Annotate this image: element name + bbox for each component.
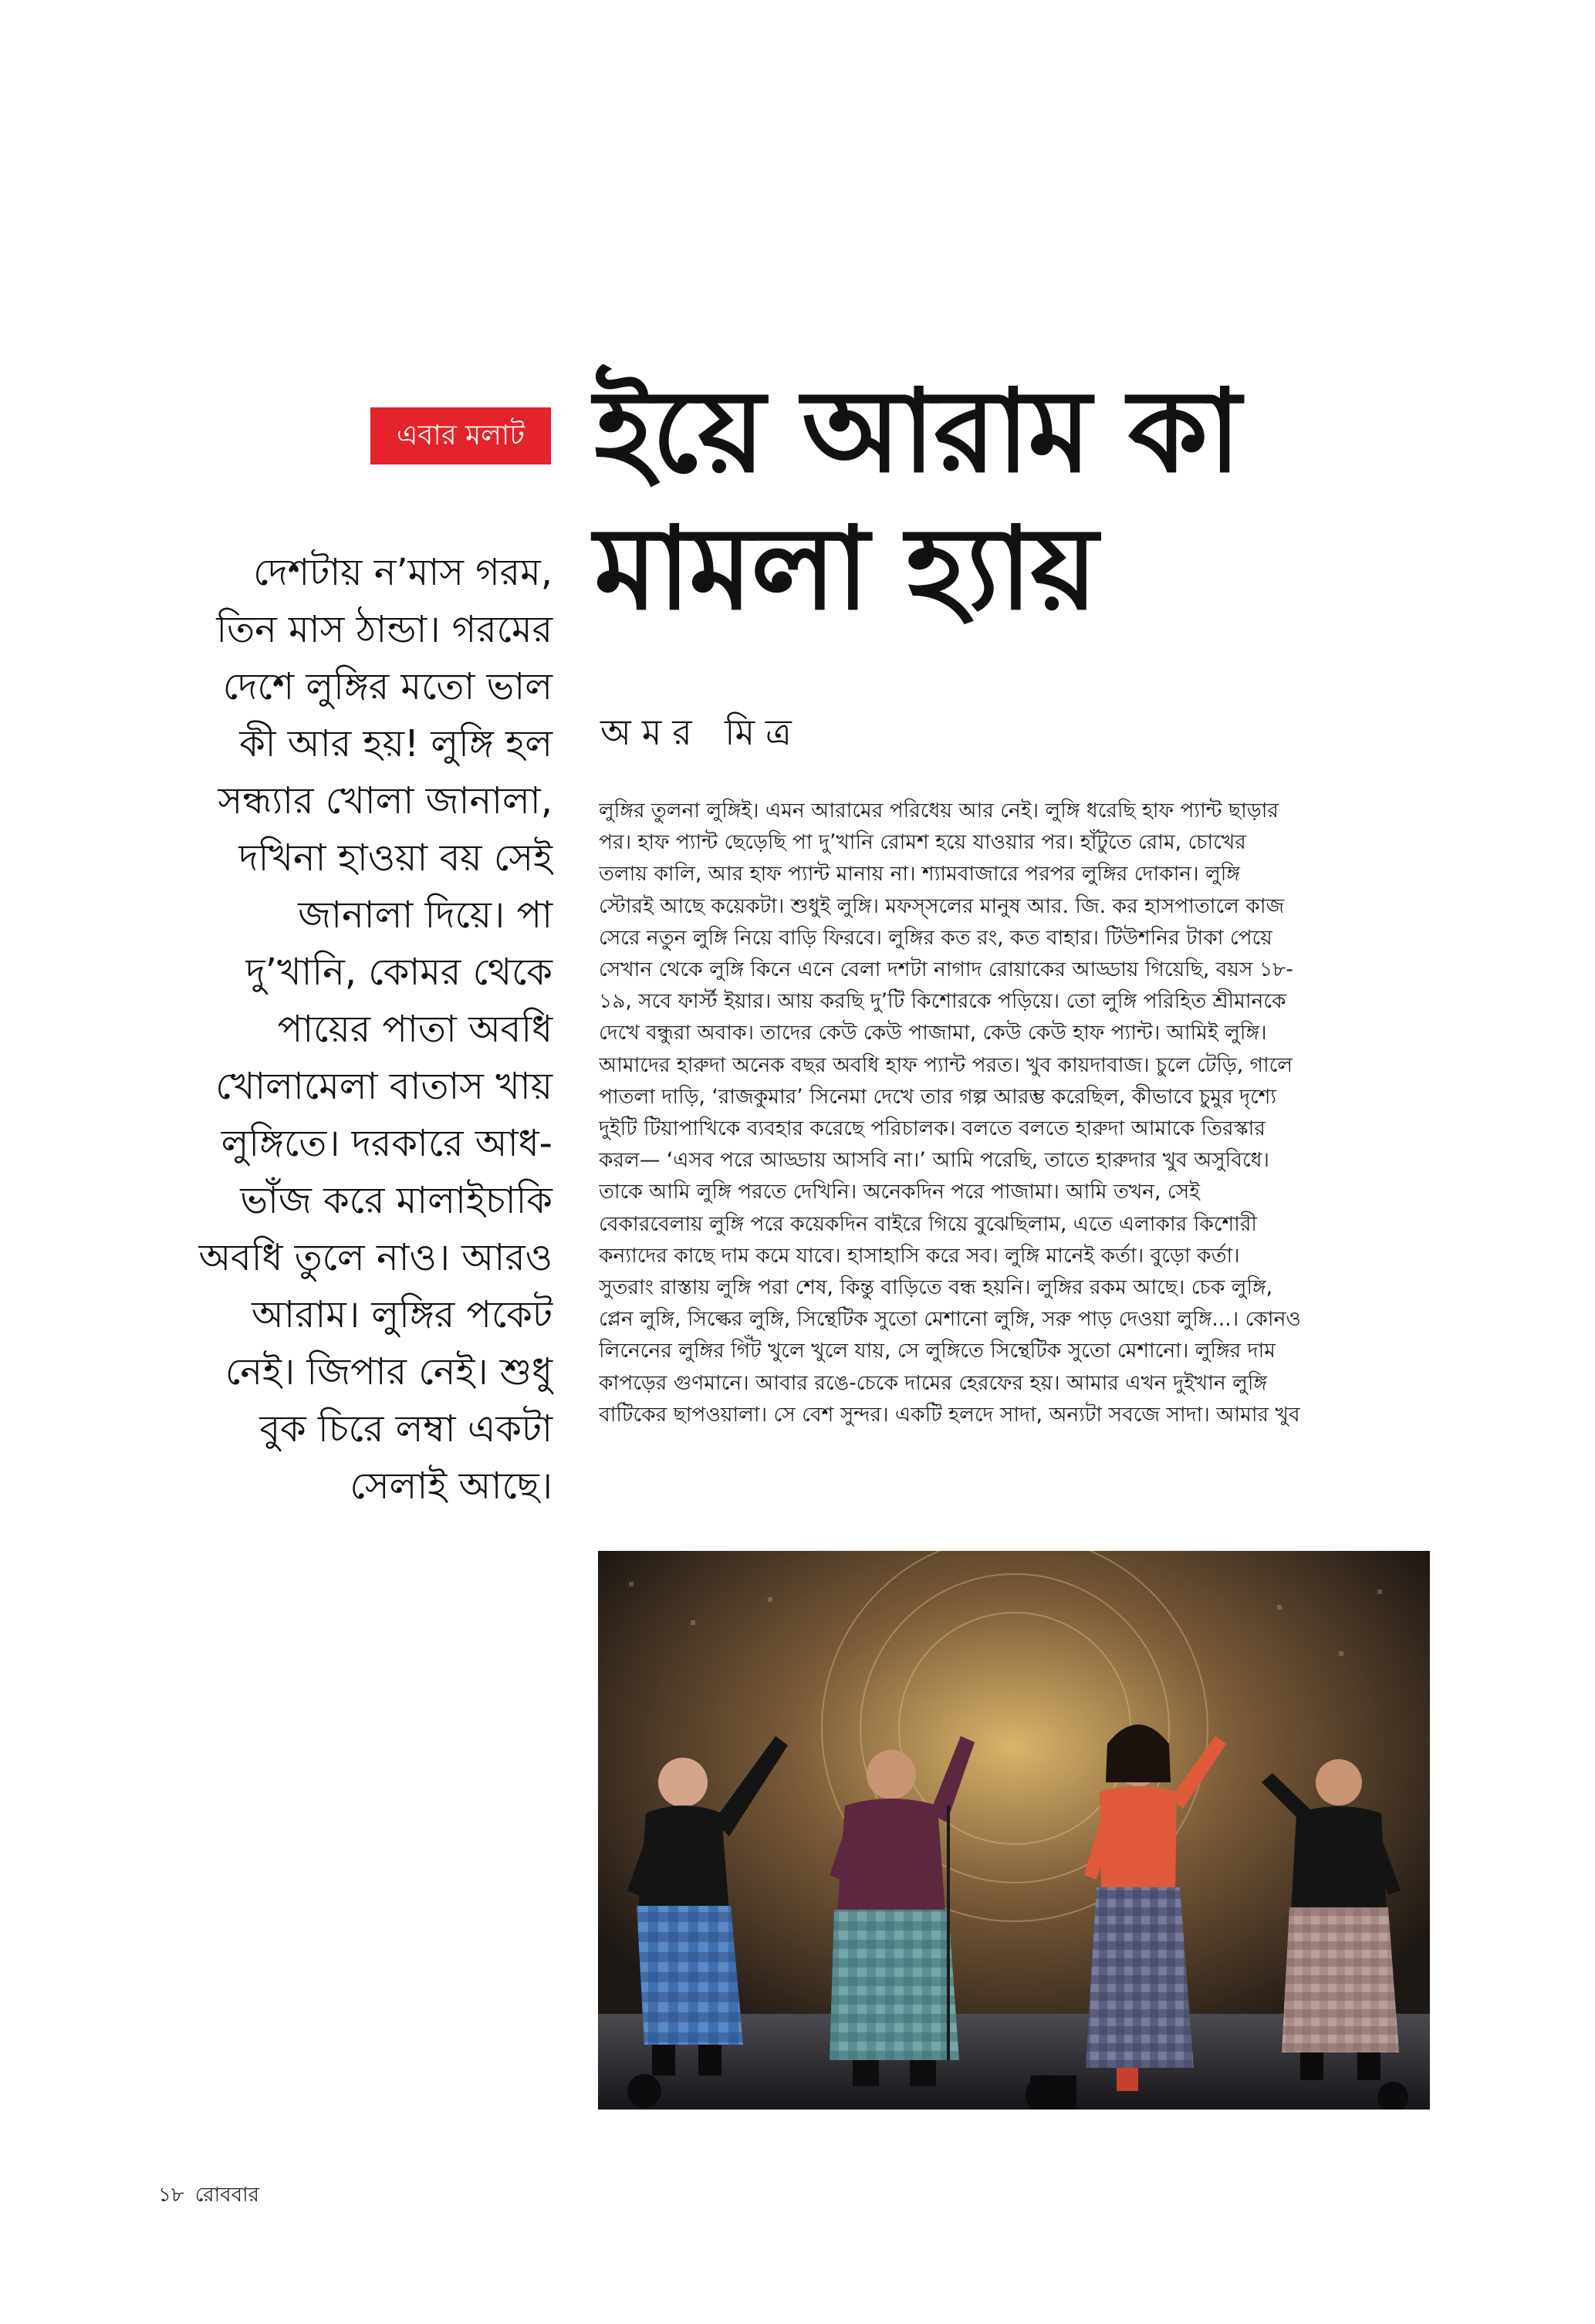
body-line: ১৯, সবে ফার্স্ট ইয়ার। আয় করছি দু’টি কিশোরকে পড়িয়ে। তো লুঙ্গি পরিহিত শ্রীমানকে bbox=[599, 989, 1286, 1014]
body-line: দুইটি টিয়াপাখিকে ব্যবহার করেছে পরিচালক। বলতে বলতে হারুদা আমাকে তিরস্কার bbox=[599, 1116, 1266, 1141]
body-line: কন্যাদের কাছে দাম কমে যাবে। হাসাহাসি করে সব। লুঙ্গি মানেই কর্তা। বুড়ো কর্তা। bbox=[599, 1243, 1240, 1268]
pull-quote-line: খোলামেলা বাতাস খায় bbox=[215, 1065, 553, 1108]
pull-quote-line: বুক চিরে লম্বা একটা bbox=[259, 1407, 553, 1451]
body-line: পর। হাফ প্যান্ট ছেড়েছি পা দু’খানি রোমশ হয়ে যাওয়ার পর। হাঁটুতে রোম, চোখের bbox=[599, 830, 1246, 855]
pull-quote-line: ভাঁজ করে মালাইচাকি bbox=[240, 1179, 553, 1222]
section-tag: এবার মলাট bbox=[370, 407, 551, 464]
magazine-name: রোববার bbox=[194, 2184, 259, 2207]
pull-quote-line: দখিনা হাওয়া বয় সেই bbox=[238, 836, 553, 880]
headline bbox=[594, 363, 1443, 637]
article-body bbox=[599, 795, 1432, 1431]
pull-quote-line: সেলাই আছে। bbox=[350, 1464, 553, 1508]
headline-line: ইয়ে আরাম কা bbox=[594, 365, 1240, 498]
body-line: লুঙ্গির তুলনা লুঙ্গিই। এমন আরামের পরিধেয় আর নেই। লুঙ্গি ধরেছি হাফ প্যান্ট ছাড়ার bbox=[599, 799, 1279, 823]
pull-quote bbox=[151, 544, 553, 1515]
pull-quote-line: দেশে লুঙ্গির মতো ভাল bbox=[222, 665, 553, 708]
body-line: তলায় কালি, আর হাফ প্যান্ট মানায় না। শ্যামবাজারে পরপর লুঙ্গির দোকান। লুঙ্গি bbox=[599, 862, 1240, 887]
body-line: তাকে আমি লুঙ্গি পরতে দেখিনি। অনেকদিন পরে পাজামা। আমি তখন, সেই bbox=[599, 1180, 1200, 1204]
pull-quote-line: অবধি তুলে নাও। আরও bbox=[198, 1236, 553, 1279]
body-line: স্টোরই আছে কয়েকটা। শুধুই লুঙ্গি। মফস্‌সলের মানুষ আর. জি. কর হাসপাতালে কাজ bbox=[599, 893, 1285, 918]
body-line: করল— ‘এসব পরে আড্ডায় আসবি না।’ আমি পরেছি, তাতে হারুদার খুব অসুবিধে। bbox=[599, 1148, 1269, 1173]
body-line: সুতরাং রাস্তায় লুঙ্গি পরা শেষ, কিন্তু বাড়িতে বন্ধ হয়নি। লুঙ্গির রকম আছে। চেক লুঙ্গি, bbox=[599, 1275, 1273, 1300]
body-line: পাতলা দাড়ি, ‘রাজকুমার’ সিনেমা দেখে তার গল্প আরম্ভ করেছিল, কীভাবে চুমুর দৃশ্যে bbox=[599, 1084, 1277, 1109]
page-folio bbox=[158, 2179, 270, 2213]
pull-quote-line: পায়ের পাতা অবধি bbox=[277, 1008, 553, 1051]
body-line: কাপড়ের গুণমানে। আবার রঙে-চেকে দামের হেরফের হয়। আমার এখন দুইখান লুঙ্গি bbox=[599, 1370, 1268, 1395]
stage-photo-illustration bbox=[598, 1551, 1430, 2110]
page-number: ১৮ bbox=[158, 2184, 184, 2207]
body-line: বাটিকের ছাপওয়ালা। সে বেশ সুন্দর। একটি হলদে সাদা, অন্যটা সবজে সাদা। আমার খুব bbox=[599, 1402, 1300, 1427]
pull-quote-line: দু’খানি, কোমর থেকে bbox=[245, 951, 553, 994]
pull-quote-line: জানালা দিয়ে। পা bbox=[298, 893, 553, 937]
pull-quote-line: দেশটায় ন’মাস গরম, bbox=[253, 551, 553, 594]
body-line: সেরে নতুন লুঙ্গি নিয়ে বাড়ি ফিরবে। লুঙ্গির কত রং, কত বাহার। টিউশনির টাকা পেয়ে bbox=[599, 925, 1272, 950]
stage-photo bbox=[598, 1551, 1430, 2110]
body-line: বেকারবেলায় লুঙ্গি পরে কয়েকদিন বাইরে গিয়ে বুঝেছিলাম, এতে এলাকার কিশোরী bbox=[599, 1211, 1258, 1236]
pull-quote-line: কী আর হয়! লুঙ্গি হল bbox=[239, 722, 553, 765]
pull-quote-line: সন্ধ্যার খোলা জানালা, bbox=[218, 779, 553, 823]
pull-quote-line: আরাম। লুঙ্গির পকেট bbox=[252, 1293, 553, 1336]
author-byline: অমর মিত্র bbox=[600, 711, 803, 753]
body-line: আমাদের হারুদা অনেক বছর অবধি হাফ প্যান্ট পরত। খুব কায়দাবাজ। চুলে টেড়ি, গালে bbox=[599, 1052, 1293, 1077]
body-line: প্লেন লুঙ্গি, সিল্কের লুঙ্গি, সিন্থেটিক সুতো মেশানো লুঙ্গি, সরু পাড় দেওয়া লুঙ্গি...। কোনও bbox=[599, 1307, 1301, 1332]
pull-quote-line: নেই। জিপার নেই। শুধু bbox=[225, 1350, 553, 1393]
headline-line: মামলা হ্যায় bbox=[594, 502, 1097, 635]
pull-quote-line: লুঙ্গিতে। দরকারে আধ- bbox=[221, 1122, 553, 1165]
body-line: দেখে বন্ধুরা অবাক। তাদের কেউ কেউ পাজামা, কেউ কেউ হাফ প্যান্ট। আমিই লুঙ্গি। bbox=[599, 1021, 1267, 1045]
body-line: লিনেনের লুঙ্গির গিঁট খুলে খুলে যায়, সে লুঙ্গিতে সিন্থেটিক সুতো মেশানো। লুঙ্গির দাম bbox=[599, 1339, 1276, 1363]
body-line: সেখান থেকে লুঙ্গি কিনে এনে বেলা দশটা নাগাদ রোয়াকের আড্ডায় গিয়েছি, বয়স ১৮- bbox=[599, 958, 1293, 982]
pull-quote-line: তিন মাস ঠান্ডা। গরমের bbox=[216, 608, 553, 651]
